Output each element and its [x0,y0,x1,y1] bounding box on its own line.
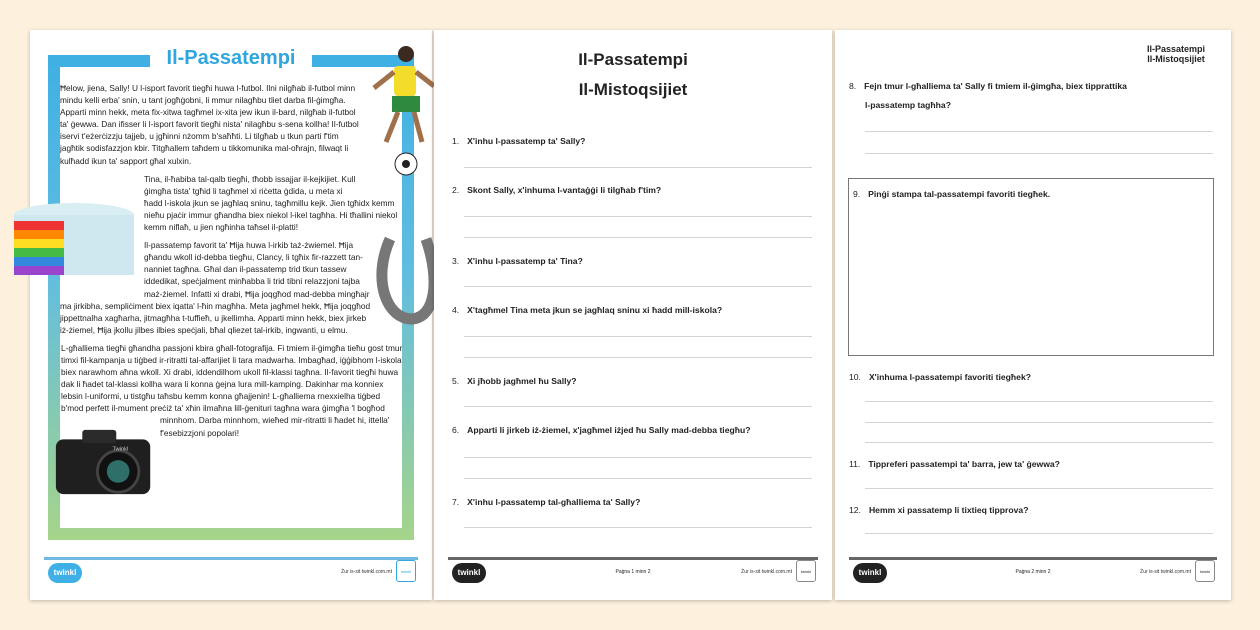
twinkl-logo: twinkl [853,563,887,583]
footer-url[interactable]: Żur is-sit twinkl.com.mt [341,569,392,575]
question-12: 12. Hemm xi passatemp li tixtieq tipprova? [849,505,1029,515]
question-1: 1. X'inhu l-passatemp ta' Sally? [452,136,586,146]
answer-line[interactable] [464,216,812,217]
question-5: 5. Xi jħobb jagħmel ħu Sally? [452,376,577,386]
question-9: 9. Pinġi stampa tal-passatempi favoriti tiegħek. [853,189,1051,199]
question-4: 4. X'tagħmel Tina meta jkun se jagħlaq sninu xi ħadd mill-iskola? [452,305,723,315]
footer-url[interactable]: Żur is-sit twinkl.com.mt [741,569,792,575]
answer-line[interactable] [865,401,1213,402]
question-6: 6. Apparti li jirkeb iż-żiemel, x'jagħmel iżjed ħu Sally mad-debba tiegħu? [452,425,751,435]
answer-line[interactable] [464,527,812,528]
quality-badge: twinkl [1195,560,1215,582]
answer-line[interactable] [464,237,812,238]
answer-line[interactable] [464,478,812,479]
quality-badge: twinkl [796,560,816,582]
camera-illustration [54,426,154,498]
paragraph-teacher: Twinkl L-għalliema tiegħi għandha passjoni kbira għall-fotografija. Fi tmiem il-ġimgħa tieħu gost tmur timxi fil-kampanja u tiġbed ir-ritratti tal-affarijiet li tara madwarha. Imbagħad, iġġibhom l-iskola biex narawhom aħna wkoll. Xi drabi, iddendilhom ukoll fil-klassi tagħna. Il-favorit tiegħi huwa dak li ħadet tal-klassi kollha wara li konna ġejna lura mill-kamping. Dakinhar ma konniex lebsin l-uniformi, u tistgħu taħsbu kemm konna għajjenin! L-għalliema rnexxielha tiġbed b'mod perfett il-mument preċiż ta' xħin ilmaħna lill-ġenituri tagħna wara ġimgħa 'l bogħod minnhom. Darba minnhom, wieħed mir-ritratti li ħadet hi, ittella' f'esebizzjoni popolari! [60,342,404,439]
answer-line[interactable] [464,286,812,287]
question-8-continued: l-passatemp tagħha? [865,100,951,110]
answer-line[interactable] [464,406,812,407]
worksheet-title: Il-Passatempi [578,50,688,69]
twinkl-logo: twinkl [48,563,82,583]
rainbow-cake-illustration [10,201,138,293]
page-number: Paġna 1 minn 2 [615,569,651,575]
answer-line[interactable] [865,533,1213,534]
svg-text:Twinkl: Twinkl [112,446,129,453]
page-questions-2 [835,30,1231,600]
answer-line[interactable] [865,153,1213,154]
quality-badge: twinkl [396,560,416,582]
drawing-box[interactable] [848,178,1214,356]
question-3: 3. X'inhu l-passatemp ta' Tina? [452,256,583,266]
question-11: 11. Tippreferi passatempi ta' barra, jew ta' ġewwa? [849,459,1060,469]
answer-line[interactable] [865,442,1213,443]
twinkl-logo: twinkl [452,563,486,583]
answer-line[interactable] [865,131,1213,132]
question-10: 10. X'inhuma l-passatempi favoriti tiegħek? [849,372,1031,382]
worksheet-subtitle: Il-Mistoqsijiet [578,80,688,99]
footer-divider [448,557,818,560]
page-title: Il-Passatempi [150,44,312,72]
story-text [60,82,404,498]
question-2: 2. Skont Sally, x'inhuma l-vantaġġi li tilgħab f'tim? [452,185,662,195]
answer-line[interactable] [464,357,812,358]
horseshoe-illustration [376,229,440,325]
answer-line[interactable] [865,488,1213,489]
footer-divider [849,557,1217,560]
paragraph-brother: Il-passatemp favorit ta' Ħija huwa l-irkib taż-żwiemel. Ħija għandu wkoll id-debba tiegħu, Clancy, li tgħix fir-razzett tan-nanniet tagħna. Għal dan il-passatemp trid tkun tassew iddedikat, speċjalment minħabba li trid tibni relazzjoni tajba maż-żiemel. Infatti xi drabi, Ħija joqgħod mad-debba mingħajr ma jirkibha, sempliċiment biex iqatta' l-ħin magħha. Meta jagħmel hekk, Ħija joqgħod jippettnalha xagħarha, jitmagħha t-tuffieħ, u jkellimha. Apparti minn hekk, biex jirkeb iż-żiemel, Ħija jkollu jilbes ilbies speċjali, bħal qliezet tal-irkib, ingwanti, u elmu. [60,239,404,336]
answer-line[interactable] [865,422,1213,423]
question-7: 7. X'inhu l-passatemp tal-għalliema ta' Sally? [452,497,641,507]
page-questions-1 [434,30,832,600]
answer-line[interactable] [464,457,812,458]
paragraph-sally: Ħelow, jiena, Sally! U l-isport favorit tiegħi huwa l-futbol. Ilni nilgħab il-futbol minn mindu kelli erba' snin, u tant jogħġobni, li mmur nilagħbu tliet darba fil-ġimgħa. Apparti minn hekk, meta fix-xitwa tagħmel ix-xita jew ikun il-bard, nilgħab il-futbol ta' ġewwa. Dan ifisser li l-isport favorit tiegħi nista' nilagħbu s-sena kollha! Il-futbol iservi t'eżerċizzju tajjeb, u jgħinni nżomm b'saħħti. Li tilgħab u tkun parti f'tim jagħtik sodisfazzjon kbir. Titgħallem taħdem u tikkomunika mal-oħrajn, filwaqt li kulħadd ikun ta' sapport għal xulxin. [60,82,404,167]
question-8: 8. Fejn tmur l-għalliema ta' Sally fi tmiem il-ġimgħa, biex tipprattika [849,81,1127,91]
footer-url[interactable]: Żur is-sit twinkl.com.mt [1140,569,1191,575]
footer-divider [44,557,418,560]
answer-line[interactable] [464,336,812,337]
footballer-illustration [366,42,444,192]
page-reading-text [30,30,432,600]
paragraph-tina: Tina, il-ħabiba tal-qalb tiegħi, tħobb issajjar il-kejkijiet. Kull ġimgħa tista' tgħid li tagħmel xi riċetta ġdida, u meta xi ħadd l-iskola jkun se jagħlaq sninu, tagħmillu kejk. Jien tgħidx kemm nieħu pjaċir immur għandha biex niekol l-ikel tagħha. Hi tħallini niekol kemm niflaħ, u jien ngħinha taħsel il-platti! [60,173,404,233]
page-number: Paġna 2 minn 2 [1015,569,1051,575]
answer-line[interactable] [464,167,812,168]
page-header: Il-Passatempi Il-Mistoqsijiet [1146,44,1205,64]
